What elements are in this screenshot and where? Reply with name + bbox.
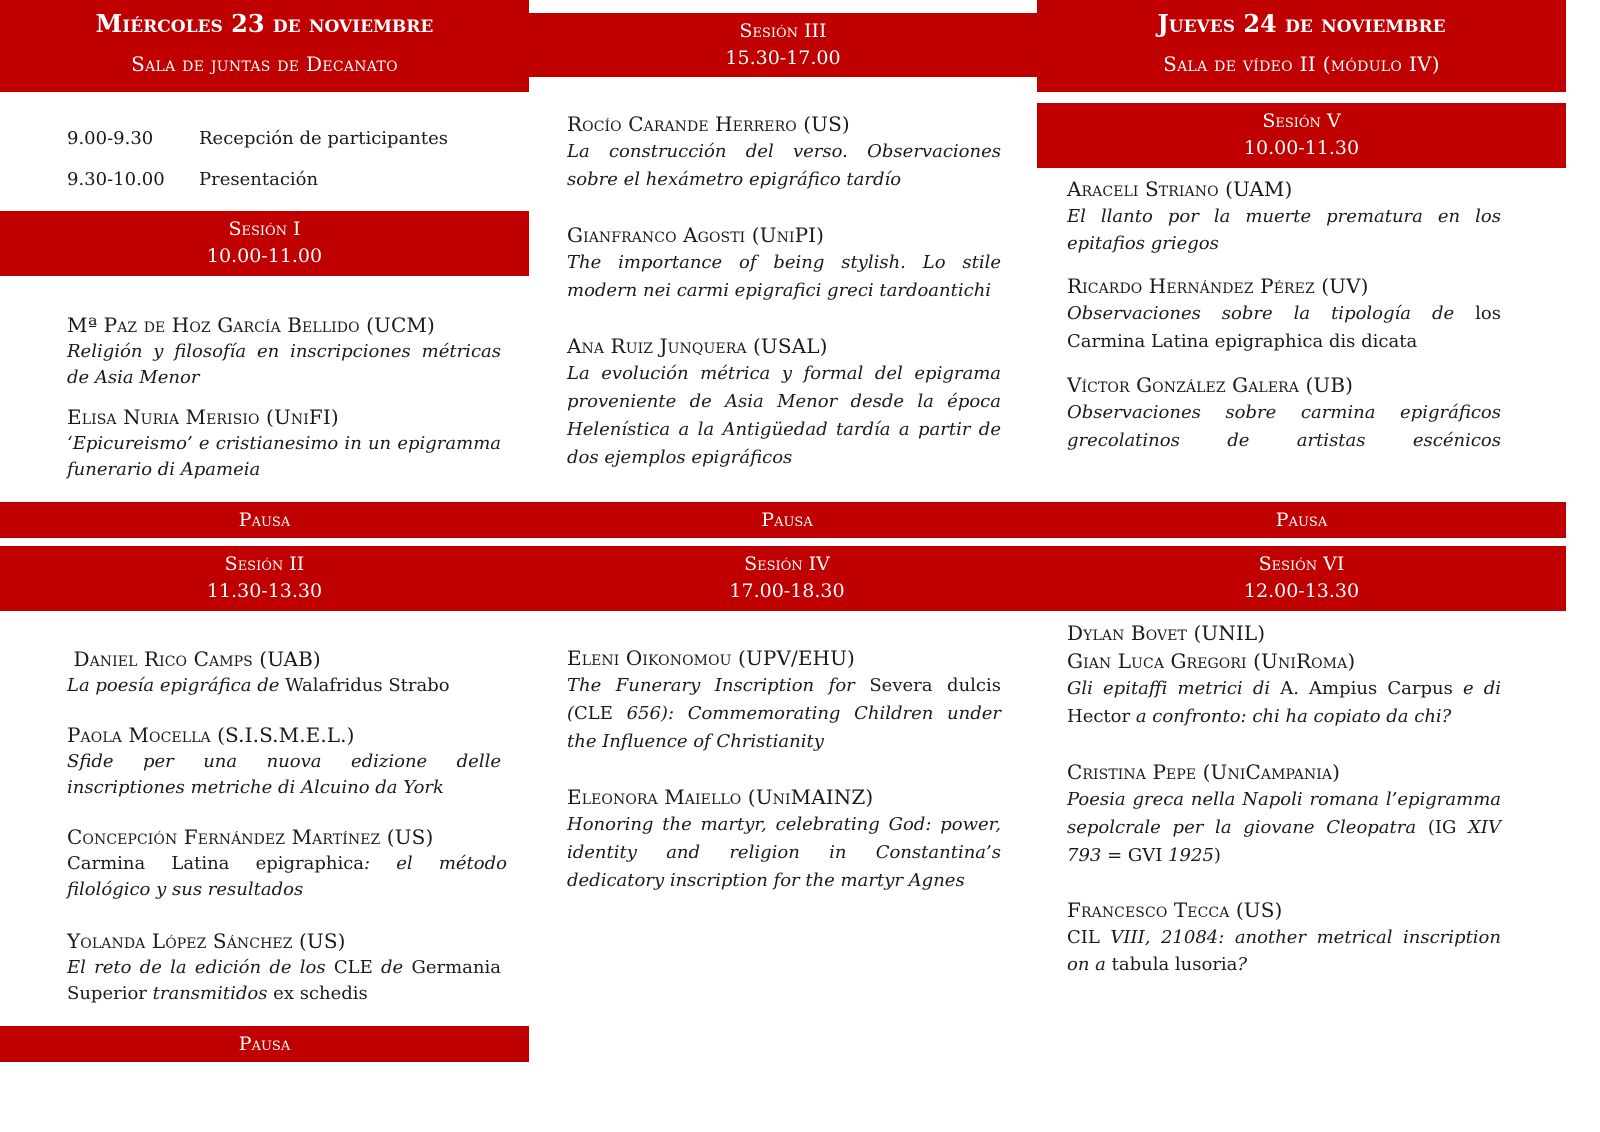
talk — [67, 823, 507, 903]
talk-title: Observaciones sobre la tipología de los Carmina Latina epigraphica dis dicata — [1067, 303, 1501, 352]
day-title: Jueves 24 de noviembre — [1157, 9, 1446, 38]
talk — [67, 721, 501, 801]
talk — [1067, 371, 1501, 455]
day-venue: Sala de vídeo II (módulo IV) — [1163, 52, 1440, 76]
day-title: Miércoles 23 de noviembre — [95, 9, 434, 38]
schedule-label: Presentación — [199, 169, 319, 190]
speaker: Araceli Striano (UAM) — [1067, 177, 1293, 201]
session-time: 12.00-13.30 — [1243, 580, 1360, 602]
speaker: Gian Luca Gregori (UniRoma) — [1067, 649, 1356, 673]
pause-label: Pausa — [761, 509, 813, 531]
talk-title: La construcción del verso. Observaciones sobre el hexámetro epigráfico tardío — [567, 141, 1001, 190]
session-time: 11.30-13.30 — [206, 580, 323, 602]
day-venue: Sala de juntas de Decanato — [131, 52, 398, 76]
speaker: Rocío Carande Herrero (US) — [567, 112, 850, 136]
talk — [1067, 175, 1501, 257]
talk — [67, 403, 501, 483]
schedule-time: 9.30-10.00 — [67, 169, 165, 190]
talk-title: Honoring the martyr, celebrating God: power, identity and religion in Constantina’s dedicatory inscription for the martyr Agnes — [567, 814, 1001, 891]
session-name: Sesión III — [739, 20, 827, 42]
speaker: Eleni Oikonomou (UPV/EHU) — [567, 646, 855, 670]
speaker: Francesco Tecca (US) — [1067, 898, 1283, 922]
session-name: Sesión VI — [1258, 553, 1345, 575]
talk-title: The Funerary Inscription for Severa dulcis (CLE 656): Commemorating Children under the Influence of Christianity — [567, 675, 1001, 752]
talk-title: Gli epitaffi metrici di A. Ampius Carpus e di Hector a confronto: chi ha copiato da chi? — [1067, 678, 1501, 727]
speaker: Elisa Nuria Merisio (UniFI) — [67, 405, 339, 429]
talk — [1067, 758, 1501, 870]
speaker: Mª Paz de Hoz García Bellido (UCM) — [67, 313, 435, 337]
speaker: Cristina Pepe (UniCampania) — [1067, 760, 1341, 784]
session-time: 10.00-11.30 — [1243, 137, 1360, 159]
schedule-label: Recepción de participantes — [199, 128, 449, 149]
session-name: Sesión V — [1262, 110, 1341, 132]
schedule-row — [67, 127, 448, 151]
talk-title: ‘Epicureismo’ e cristianesimo in un epigramma funerario di Apameia — [67, 433, 501, 480]
talk-title: Poesia greca nella Napoli romana l’epigramma sepolcrale per la giovane Cleopatra (IG XIV 793 = GVI 1925) — [1067, 789, 1502, 866]
speaker: Ricardo Hernández Pérez (UV) — [1067, 274, 1369, 298]
talk-title: The importance of being stylish. Lo stile modern nei carmi epigrafici greci tardoantichi — [567, 252, 1001, 301]
pause-bar — [529, 502, 1045, 538]
talk — [1067, 619, 1501, 731]
pause-label: Pausa — [238, 509, 291, 531]
speaker: Eleonora Maiello (UniMAINZ) — [567, 785, 874, 809]
speaker: Gianfranco Agosti (UniPI) — [567, 223, 825, 247]
talk — [567, 221, 1001, 305]
talk — [567, 644, 1001, 756]
day-header-thursday — [1037, 0, 1566, 92]
talk-title: La poesía epigráfica de Walafridus Strabo — [67, 675, 450, 696]
session-name: Sesión II — [224, 553, 305, 575]
talk — [567, 332, 1001, 472]
speaker: Yolanda López Sánchez (US) — [67, 929, 346, 953]
talk-title: El llanto por la muerte prematura en los epitafios griegos — [1067, 206, 1501, 254]
pause-bar — [0, 1026, 529, 1062]
session-name: Sesión I — [228, 218, 301, 240]
pause-bar — [1037, 502, 1566, 538]
talk — [1067, 272, 1501, 356]
schedule-row — [67, 168, 318, 192]
talk-title: La evolución métrica y formal del epigrama proveniente de Asia Menor desde la época Helenística a la Antigüedad tardía a partir de dos ejemplos epigráficos — [567, 363, 1001, 468]
talk-title: Carmina Latina epigraphica: el método filológico y sus resultados — [67, 853, 507, 900]
talk — [67, 645, 501, 699]
talk — [567, 783, 1001, 895]
talk-title: Religión y filosofía en inscripciones métricas de Asia Menor — [67, 341, 501, 388]
speaker: Ana Ruiz Junquera (USAL) — [567, 334, 828, 358]
session-name: Sesión IV — [744, 553, 830, 575]
talk — [567, 110, 1001, 194]
session-header-iii — [529, 13, 1037, 77]
session-time: 10.00-11.00 — [206, 245, 323, 267]
talk — [67, 927, 501, 1007]
speaker: Dylan Bovet (UNIL) — [1067, 621, 1266, 645]
session-header-vi — [1037, 546, 1566, 611]
session-header-iv — [529, 546, 1045, 611]
speaker: Víctor González Galera (UB) — [1067, 373, 1354, 397]
pause-label: Pausa — [238, 1033, 291, 1055]
talk — [67, 311, 501, 391]
day-header-wednesday — [0, 0, 529, 92]
speaker: Daniel Rico Camps (UAB) — [67, 647, 321, 671]
talk-title: CIL VIII, 21084: another metrical inscription on a tabula lusoria? — [1067, 927, 1501, 975]
schedule-time: 9.00-9.30 — [67, 128, 154, 149]
session-header-v — [1037, 103, 1566, 168]
session-header-i — [0, 211, 529, 276]
pause-bar — [0, 502, 529, 538]
speaker: Concepción Fernández Martínez (US) — [67, 825, 434, 849]
session-time: 15.30-17.00 — [725, 47, 841, 69]
session-header-ii — [0, 546, 529, 611]
talk — [1067, 896, 1501, 978]
talk-title: Sfide per una nuova edizione delle inscriptiones metriche di Alcuino da York — [67, 751, 501, 798]
session-time: 17.00-18.30 — [729, 580, 845, 602]
pause-label: Pausa — [1275, 509, 1328, 531]
talk-title: Observaciones sobre carmina epigráficos grecolatinos de artistas escénicos — [1067, 402, 1501, 451]
speaker: Paola Mocella (S.I.S.M.E.L.) — [67, 723, 355, 747]
talk-title: El reto de la edición de los CLE de Germania Superior transmitidos ex schedis — [67, 957, 501, 1004]
